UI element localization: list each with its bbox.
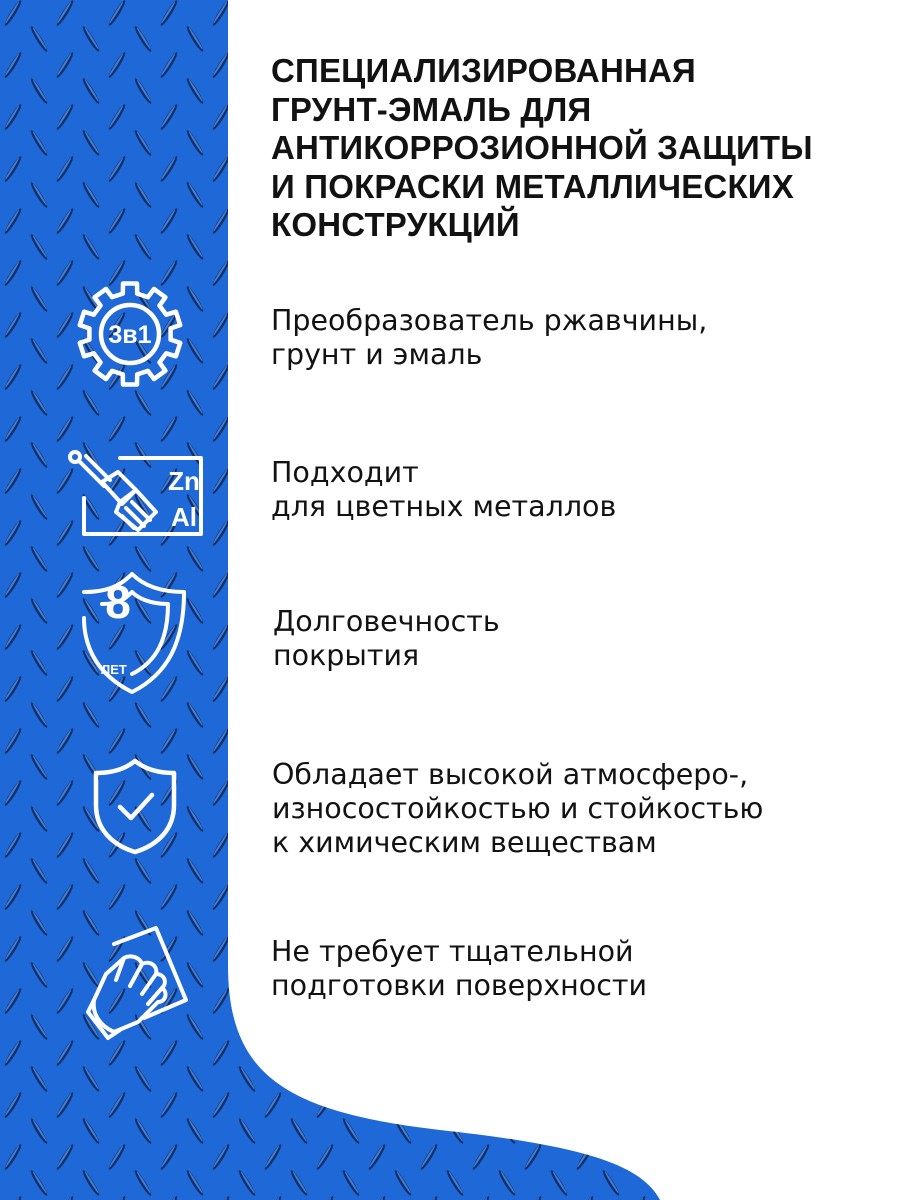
feature-text-surface-prep: Не требует тщательной подготовки поверхности [271,935,648,1002]
feature-text-non-ferrous: Подходит для цветных металлов [271,456,617,523]
years-number: 8 [105,576,131,628]
sanding-block-icon [86,922,190,1040]
zn-label: Zn [168,466,200,496]
years-caption: ЛЕТ [101,662,127,677]
brush-metals-icon [64,446,206,542]
shield-check-icon [92,757,178,855]
feature-text-resistance: Обладает высокой атмосферо-, износостойкостью и стойкостью к химическим веществам [272,758,764,859]
headline: СПЕЦИАЛИЗИРОВАННАЯ ГРУНТ-ЭМАЛЬ ДЛЯ АНТИКОРРОЗИОННОЙ ЗАЩИТЫ И ПОКРАСКИ МЕТАЛЛИЧЕСКИХ КОНСТРУКЦИЙ [271,52,813,243]
gear-label: 3в1 [108,321,152,349]
al-label: Al [171,502,197,532]
feature-text-rust-converter: Преобразователь ржавчины, грунт и эмаль [271,304,708,371]
gear-3-in-1-icon [76,280,184,388]
shield-8-years-icon [76,570,188,696]
feature-text-durability: Долговечность покрытия [273,605,500,672]
